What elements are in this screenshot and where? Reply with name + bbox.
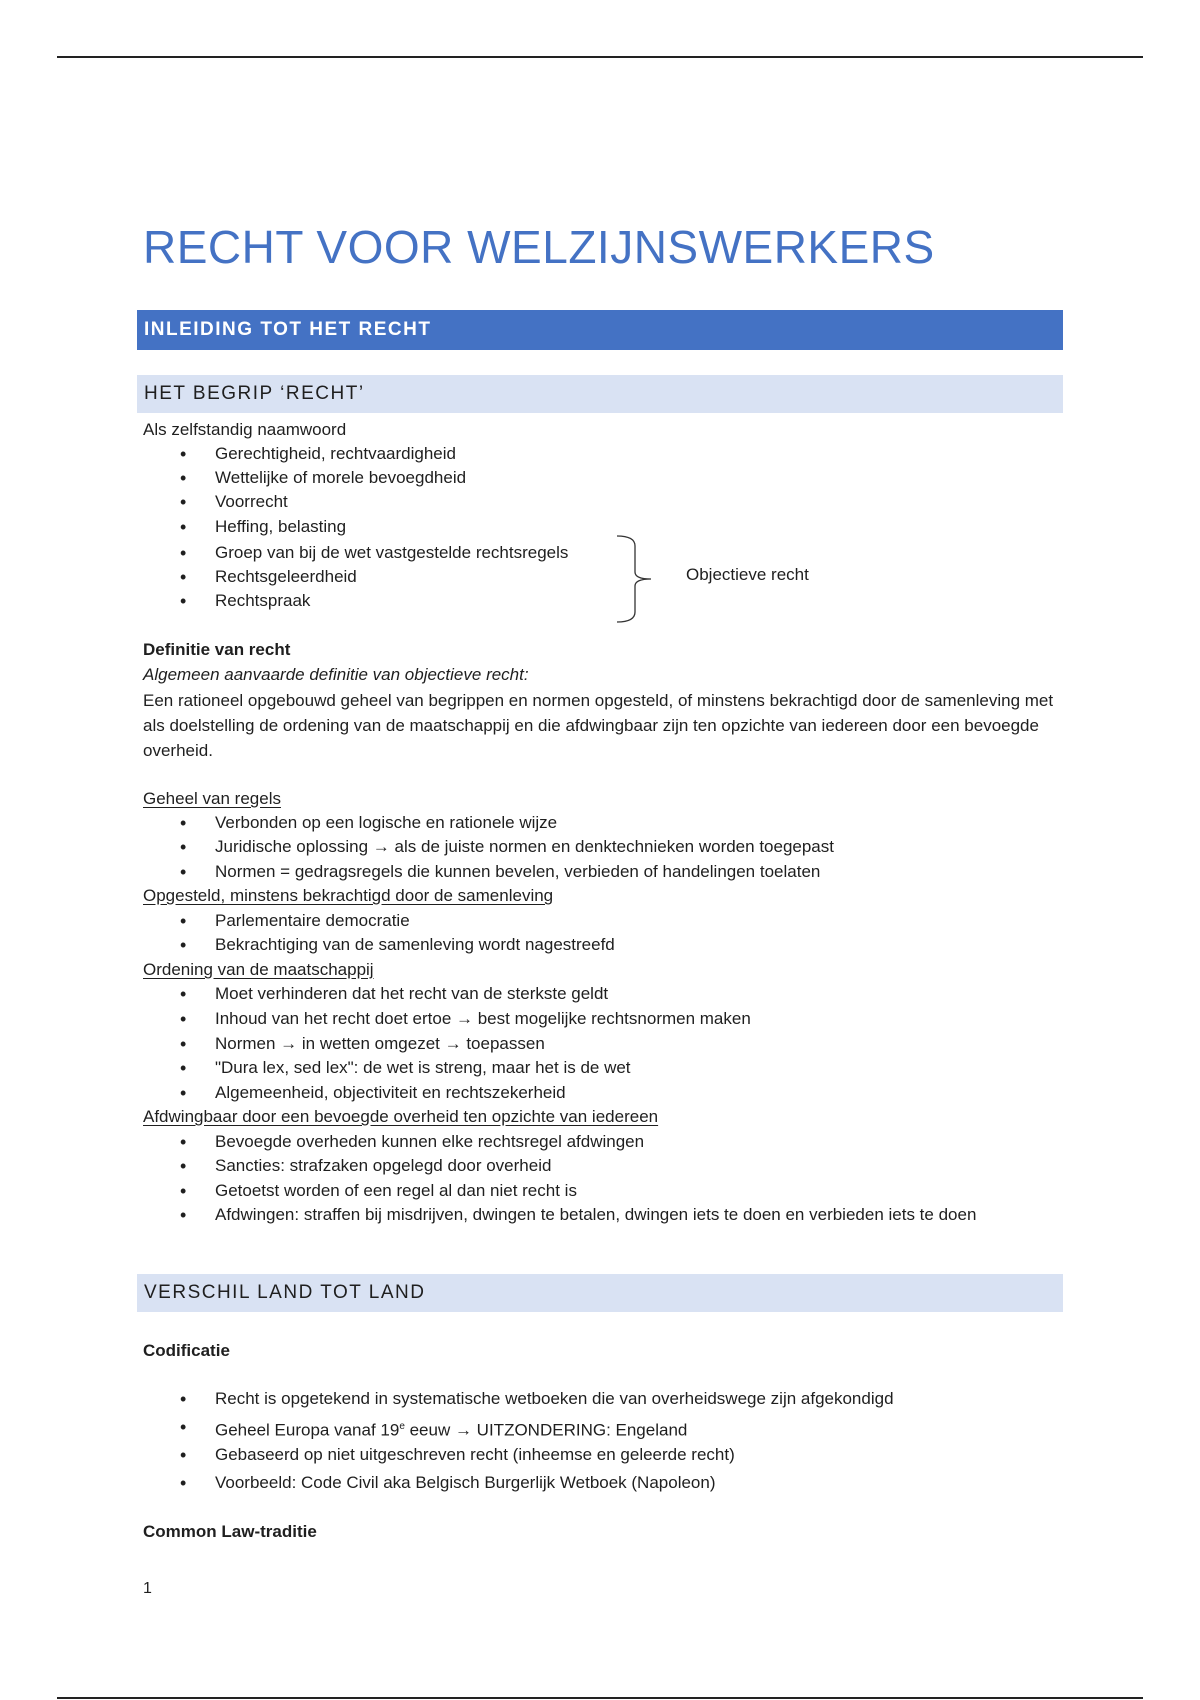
list-item: • "Dura lex, sed lex": de wet is streng, maar het is de wet: [215, 1056, 631, 1080]
common-law-heading: Common Law-traditie: [143, 1522, 317, 1541]
list-item: • Heffing, belasting: [215, 515, 346, 539]
list-item: • Wettelijke of morele bevoegdheid: [215, 466, 466, 490]
list-item: • Bekrachtiging van de samenleving wordt nagestreefd: [215, 933, 615, 957]
subsection-heading-begrip: HET BEGRIP ‘RECHT’: [137, 375, 1063, 413]
codificatie-heading: Codificatie: [143, 1341, 230, 1360]
list-item: • Verbonden op een logische en rationele wijze: [215, 811, 557, 835]
list-item: • Normen = gedragsregels die kunnen bevelen, verbieden of handelingen toelaten: [215, 860, 820, 884]
group-heading: Afdwingbaar door een bevoegde overheid ten opzichte van iedereen: [143, 1107, 659, 1126]
footer-rule: [57, 1697, 1143, 1699]
list-item: • Geheel Europa vanaf 19e eeuw → UITZONDERING: Engeland: [215, 1415, 687, 1443]
group-heading: Geheel van regels: [143, 789, 281, 808]
list-item: • Gerechtigheid, rechtvaardigheid: [215, 442, 456, 466]
list-item: • Voorbeeld: Code Civil aka Belgisch Burgerlijk Wetboek (Napoleon): [215, 1471, 716, 1495]
list-item: • Voorrecht: [215, 490, 288, 514]
brace-label: Objectieve recht: [686, 565, 809, 584]
list-item: • Rechtsgeleerdheid: [215, 565, 357, 589]
group-heading: Opgesteld, minstens bekrachtigd door de samenleving: [143, 886, 554, 905]
list-item: • Groep van bij de wet vastgestelde rechtsregels: [215, 541, 568, 565]
list-item: • Gebaseerd op niet uitgeschreven recht (inheemse en geleerde recht): [215, 1443, 735, 1467]
group-heading: Ordening van de maatschappij: [143, 960, 374, 979]
list-item: • Bevoegde overheden kunnen elke rechtsregel afdwingen: [215, 1130, 644, 1154]
list-item: • Normen → in wetten omgezet → toepassen: [215, 1032, 545, 1056]
list-item: • Inhoud van het recht doet ertoe → best mogelijke rechtsnormen maken: [215, 1007, 751, 1031]
list-item: • Sancties: strafzaken opgelegd door overheid: [215, 1154, 551, 1178]
page-number: 1: [143, 1580, 152, 1597]
list-item: • Parlementaire democratie: [215, 909, 410, 933]
definition-heading: Definitie van recht: [143, 640, 291, 659]
intro-text: Als zelfstandig naamwoord: [143, 420, 347, 439]
list-item: • Rechtspraak: [215, 589, 310, 613]
section-heading-inleiding: INLEIDING TOT HET RECHT: [137, 310, 1063, 350]
header-rule: [57, 56, 1143, 58]
definition-subheading: Algemeen aanvaarde definitie van objectieve recht:: [143, 665, 529, 684]
definition-text: Een rationeel opgebouwd geheel van begrippen en normen opgesteld, of minstens bekrachtigd door de samenleving met als doelstelling de ordening van de maatschappij en die afdwingbaar zijn ten opzichte van iedereen door een bevoegde overheid.: [143, 691, 1054, 760]
list-item: • Algemeenheid, objectiviteit en rechtszekerheid: [215, 1081, 566, 1105]
list-item: • Juridische oplossing → als de juiste normen en denktechnieken worden toegepast: [215, 835, 834, 859]
document-title: RECHT VOOR WELZIJNSWERKERS: [143, 221, 935, 273]
subsection-heading-verschil: VERSCHIL LAND TOT LAND: [137, 1274, 1063, 1312]
list-item: • Afdwingen: straffen bij misdrijven, dwingen te betalen, dwingen iets te doen en verbieden iets te doen: [215, 1203, 976, 1227]
list-item: • Recht is opgetekend in systematische wetboeken die van overheidswege zijn afgekondigd: [215, 1387, 894, 1411]
list-item: • Moet verhinderen dat het recht van de sterkste geldt: [215, 982, 608, 1006]
right-brace-icon: [615, 534, 655, 624]
list-item: • Getoetst worden of een regel al dan niet recht is: [215, 1179, 577, 1203]
